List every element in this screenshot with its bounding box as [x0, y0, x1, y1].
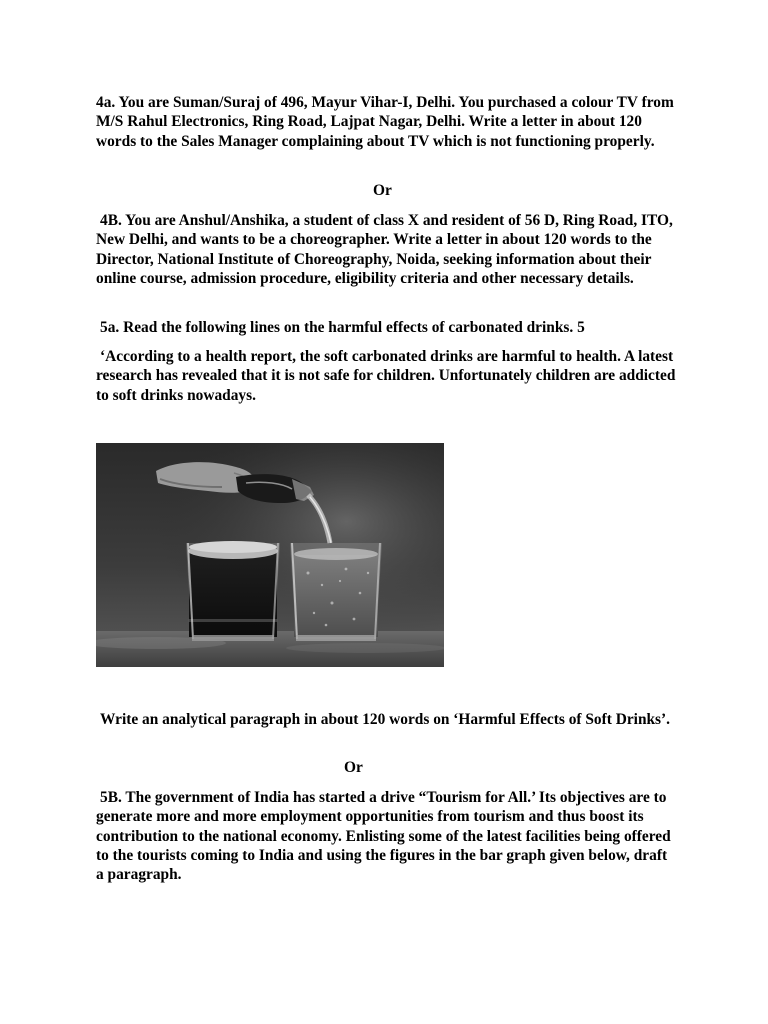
- question-5a-intro: 5a. Read the following lines on the harmful effects of carbonated drinks. 5: [100, 319, 585, 336]
- or-separator-1: Or: [373, 182, 392, 199]
- soft-drinks-photo: [96, 443, 444, 667]
- question-4a: 4a. You are Suman/Suraj of 496, Mayur Vihar-I, Delhi. You purchased a colour TV from M/S Rahul Electronics, Ring Road, Lajpat Nagar, Delhi. Write a letter in about 120 words to the Sales Manager complaining about TV which is not functioning properly.: [96, 94, 674, 150]
- or-separator-2: Or: [344, 759, 363, 776]
- question-5a-task: Write an analytical paragraph in about 120 words on ‘Harmful Effects of Soft Drinks’.: [100, 711, 671, 728]
- question-5a-quote: ‘According to a health report, the soft carbonated drinks are harmful to health. A latest research has revealed that it is not safe for children. Unfortunately children are addicted to soft drinks nowadays.: [96, 348, 676, 404]
- question-5b: 5B. The government of India has started a drive “Tourism for All.’ Its objectives are to generate more and more employment opportunities from tourism and thus boost its contribution to the national economy. Enlisting some of the latest facilities being offered to the tourists coming to India and using the figures in the bar graph given below, draft a paragraph.: [96, 789, 671, 884]
- question-4b: 4B. You are Anshul/Anshika, a student of class X and resident of 56 D, Ring Road, ITO, New Delhi, and wants to be a choreographer. Write a letter in about 120 words to the Director, National Institute of Choreography, Noida, seeking information about their online course, admission procedure, eligibility criteria and other necessary details.: [96, 212, 673, 287]
